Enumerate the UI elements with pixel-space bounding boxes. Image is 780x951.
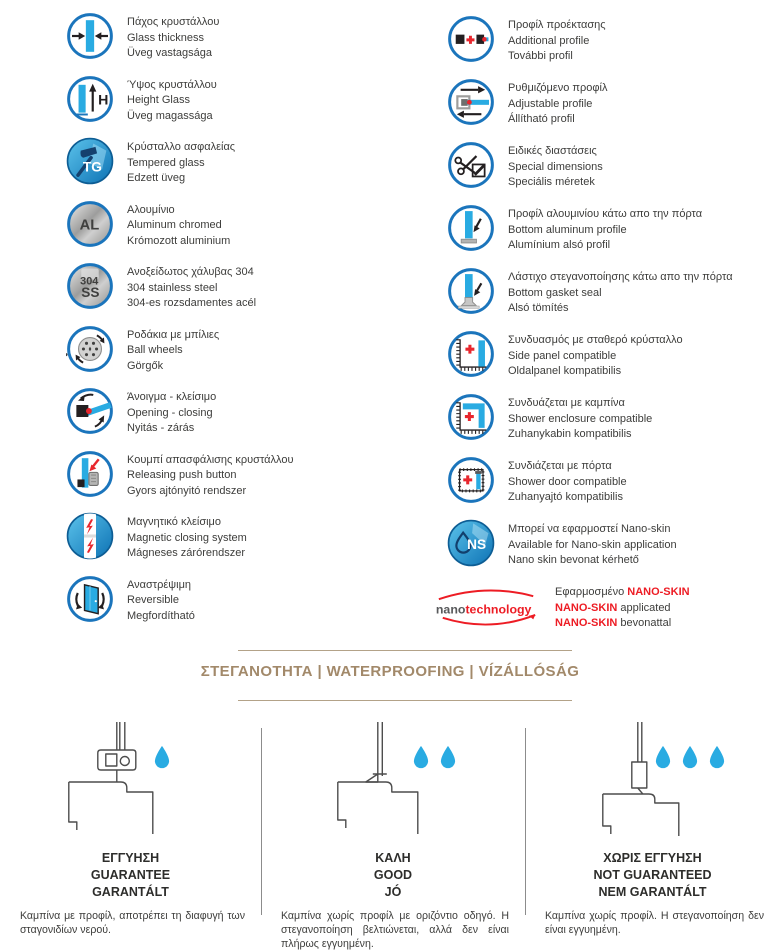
legend-line: Ύψος κρυστάλλου (127, 78, 217, 91)
legend-line: Krómozott aluminium (127, 234, 231, 247)
legend-item (447, 204, 780, 267)
waterproofing-columns (0, 712, 780, 951)
legend-line: Zuhanyajtó kompatibilis (508, 491, 623, 504)
rating-labels (525, 850, 780, 901)
legend-item-text (127, 390, 216, 437)
svg-text:AL: AL (79, 216, 100, 233)
additional-profile-icon (447, 15, 495, 63)
column-caption: Καμπίνα χωρίς προφίλ με οριζόντιο οδηγό. Η στεγανοποίηση βελτιώνεται, αλλά δεν είναι πλήρως εγγυημένη. (281, 910, 509, 950)
legend-item (447, 393, 780, 456)
nano-skin-line (555, 616, 690, 632)
legend-line: Additional profile (508, 34, 590, 47)
profile-diagram (0, 720, 261, 846)
ball-wheels-icon (66, 325, 114, 373)
legend-line: Μπορεί να εφαρμοστεί Nano-skin (508, 523, 671, 535)
glass-thickness-icon (66, 12, 114, 60)
side-panel-compatible-icon (447, 330, 495, 378)
legend-item (66, 575, 438, 638)
legend-line: Λάστιχο στεγανοποίησης κάτω απο την πόρτα (508, 271, 733, 283)
legend-line: Άνοιγμα - κλείσιμο (127, 391, 217, 403)
nano-line-suffix: applicated (617, 601, 671, 614)
legend-item (447, 141, 780, 204)
legend-line: 304-es rozsdamentes acél (127, 297, 257, 310)
legend-item (66, 12, 438, 75)
legend-line: Προφίλ αλουμινίου κάτω απο την πόρτα (508, 208, 703, 220)
nanotechnology-logo (429, 586, 547, 637)
legend-item-text (127, 203, 230, 250)
water-drop-icon (707, 744, 727, 776)
rating-label: NEM GARANTÁLT (598, 885, 707, 899)
water-drops (653, 744, 727, 776)
legend-line: Κουμπί απασφάλισης κρυστάλλου (127, 453, 294, 466)
legend-line: Μαγνητικό κλείσιμο (127, 516, 222, 528)
glass-height-icon (66, 75, 114, 123)
rating-label: NOT GUARANTEED (593, 868, 712, 882)
legend-item-text (508, 207, 702, 254)
legend-line: Üveg magassága (127, 109, 213, 122)
column-caption: Καμπίνα με προφίλ, αποτρέπει τη διαφυγή των σταγονιδίων νερού. (20, 910, 245, 936)
rating-label: ΚΑΛΗ (375, 851, 411, 865)
waterproofing-column-3 (525, 712, 780, 951)
reversible-icon (66, 575, 114, 623)
legend-line: Alsó tömítés (508, 302, 569, 315)
legend-line: Adjustable profile (508, 97, 593, 110)
nano-skin-lines (555, 585, 690, 632)
legend-item-text (127, 140, 235, 187)
waterproofing-heading: ΣΤΕΓΑΝΟΤΗΤΑ | WATERPROOFING | VÍZÁLLÓSÁG (200, 663, 580, 680)
legend-item-text (508, 144, 603, 191)
water-drop-icon (438, 744, 458, 776)
legend-column-right (435, 15, 780, 646)
rating-label: JÓ (384, 885, 402, 899)
legend-line: Tempered glass (127, 156, 205, 169)
legend-item (447, 267, 780, 330)
legend-item (447, 15, 780, 78)
stainless-steel-304-icon (66, 262, 114, 310)
legend-item (447, 78, 780, 141)
legend-line: Συνδυάζεται με καμπίνα (508, 397, 625, 409)
svg-text:304: 304 (80, 275, 99, 288)
legend-item-text (127, 453, 293, 500)
nanotechnology-logo-row (429, 582, 780, 646)
legend-item-text (508, 333, 683, 380)
nano-skin-label: NANO-SKIN (555, 617, 618, 630)
legend-line: Oldalpanel kompatibilis (508, 365, 622, 378)
legend-line: Συνδυασμός με σταθερό κρύσταλλο (508, 334, 683, 346)
legend-line: Ροδάκια με μπίλιες (127, 328, 220, 341)
legend-item (447, 456, 780, 519)
legend-item-text (508, 270, 733, 317)
legend-line: Gyors ajtónyitó rendszer (127, 484, 247, 497)
legend-item-text (127, 328, 219, 375)
legend-line: Mágneses zárórendszer (127, 547, 246, 560)
legend-item (66, 450, 438, 513)
legend-line: Ανοξείδωτος χάλυβας 304 (127, 266, 254, 278)
legend-line: Görgők (127, 359, 164, 372)
legend-line: Side panel compatible (508, 349, 617, 362)
legend-item (66, 512, 438, 575)
shower-enclosure-compatible-icon (447, 393, 495, 441)
water-drop-icon (653, 744, 673, 776)
water-drops (411, 744, 458, 776)
legend-item-text (508, 18, 606, 65)
svg-text:nanotechnology: nanotechnology (435, 602, 532, 617)
legend-line: Magnetic closing system (127, 531, 247, 544)
nano-skin-label: NANO-SKIN (555, 601, 618, 614)
legend-line: Megfordítható (127, 609, 195, 622)
water-drops (152, 744, 172, 776)
horizontal-guide-diagram (261, 720, 525, 846)
legend-item (66, 75, 438, 138)
svg-text:H: H (98, 91, 109, 108)
legend-line: Reversible (127, 594, 179, 607)
legend-item-text (508, 81, 607, 128)
legend-item-text (127, 78, 217, 125)
heading-rule-top (238, 650, 572, 651)
nano-line-suffix: bevonattal (617, 617, 672, 630)
bottom-aluminum-profile-icon (447, 204, 495, 252)
legend-line: Speciális méretek (508, 176, 595, 189)
legend-item-text (127, 265, 256, 312)
legend-line: Opening - closing (127, 406, 213, 419)
legend-line: Glass thickness (127, 31, 205, 44)
legend-column-left (66, 12, 438, 637)
rating-labels (261, 850, 525, 901)
legend-line: További profil (508, 50, 573, 63)
waterproofing-column-1 (0, 712, 261, 951)
legend-item-text (508, 459, 627, 506)
column-divider (261, 728, 262, 915)
legend-item (66, 387, 438, 450)
legend-item (447, 519, 780, 582)
svg-text:NS: NS (467, 537, 487, 552)
rating-labels (0, 850, 261, 901)
legend-line: Πάχος κρυστάλλου (127, 16, 220, 28)
aluminum-chromed-icon (66, 200, 114, 248)
rating-label: GUARANTEE (90, 868, 171, 882)
svg-text:TG: TG (82, 159, 102, 175)
legend-line: Nyitás - zárás (127, 422, 195, 435)
waterproofing-column-2 (261, 712, 525, 951)
rating-label: ΧΩΡΙΣ ΕΓΓΥΗΣΗ (603, 851, 702, 865)
legend-line: Κρύσταλλο ασφαλείας (127, 141, 236, 153)
bottom-gasket-seal-icon (447, 267, 495, 315)
svg-text:SS: SS (81, 284, 100, 300)
legend-item (66, 262, 438, 325)
legend-line: Height Glass (127, 94, 190, 107)
nano-skin-icon (447, 519, 495, 567)
column-caption: Καμπίνα χωρίς προφίλ. Η στεγανοποίηση δεν είναι εγγυημένη. (545, 910, 764, 936)
heading-rule-bottom (238, 700, 572, 701)
legend-line: Ρυθμιζόμενο προφίλ (508, 82, 608, 94)
legend-item-text (508, 396, 652, 443)
legend-item-text (127, 515, 247, 562)
tempered-glass-icon (66, 137, 114, 185)
legend-line: 304 stainless steel (127, 281, 218, 294)
legend-item-text (508, 522, 677, 569)
adjustable-profile-icon (447, 78, 495, 126)
legend-line: Shower enclosure compatible (508, 412, 653, 425)
legend-line: Állítható profil (508, 113, 575, 126)
legend-item (66, 137, 438, 200)
legend-line: Προφίλ προέκτασης (508, 19, 606, 31)
rating-label: GARANTÁLT (92, 885, 169, 899)
legend-line: Aluminum chromed (127, 219, 222, 232)
legend-line: Releasing push button (127, 469, 237, 482)
rating-label: GOOD (373, 868, 413, 882)
legend-line: Edzett üveg (127, 172, 186, 185)
legend-line: Ειδικές διαστάσεις (508, 145, 597, 157)
legend-line: Available for Nano-skin application (508, 538, 677, 551)
water-drop-icon (152, 744, 172, 776)
legend-line: Αλουμίνιο (127, 203, 175, 216)
legend-line: Συνδιάζεται με πόρτα (508, 460, 612, 472)
column-divider (525, 728, 526, 915)
legend-item (447, 330, 780, 393)
legend-line: Alumínium alsó profil (508, 239, 611, 252)
legend-line: Ball wheels (127, 344, 183, 357)
magnetic-closing-icon (66, 512, 114, 560)
legend-line: Αναστρέψιμη (127, 578, 192, 591)
water-drop-icon (411, 744, 431, 776)
legend-line: Bottom gasket seal (508, 286, 602, 299)
nano-line-prefix: Εφαρμοσμένο (555, 586, 628, 598)
legend-line: Bottom aluminum profile (508, 223, 627, 236)
water-drop-icon (680, 744, 700, 776)
legend-line: Nano skin bevonat kérhető (508, 554, 639, 567)
no-profile-diagram (525, 720, 780, 846)
legend-line: Special dimensions (508, 160, 603, 173)
nano-skin-label: NANO-SKIN (627, 586, 690, 598)
legend-item (66, 200, 438, 263)
legend-line: Zuhanykabin kompatibilis (508, 428, 632, 441)
nano-skin-line (555, 585, 690, 601)
opening-closing-icon (66, 387, 114, 435)
nano-skin-line (555, 601, 690, 617)
legend-line: Shower door compatible (508, 475, 627, 488)
legend-line: Üveg vastagsága (127, 47, 212, 60)
releasing-push-button-icon (66, 450, 114, 498)
shower-door-compatible-icon (447, 456, 495, 504)
rating-label: ΕΓΓΥΗΣΗ (101, 851, 160, 865)
legend-item-text (127, 15, 219, 62)
legend-item (66, 325, 438, 388)
legend-item-text (127, 578, 195, 625)
special-dimensions-icon (447, 141, 495, 189)
